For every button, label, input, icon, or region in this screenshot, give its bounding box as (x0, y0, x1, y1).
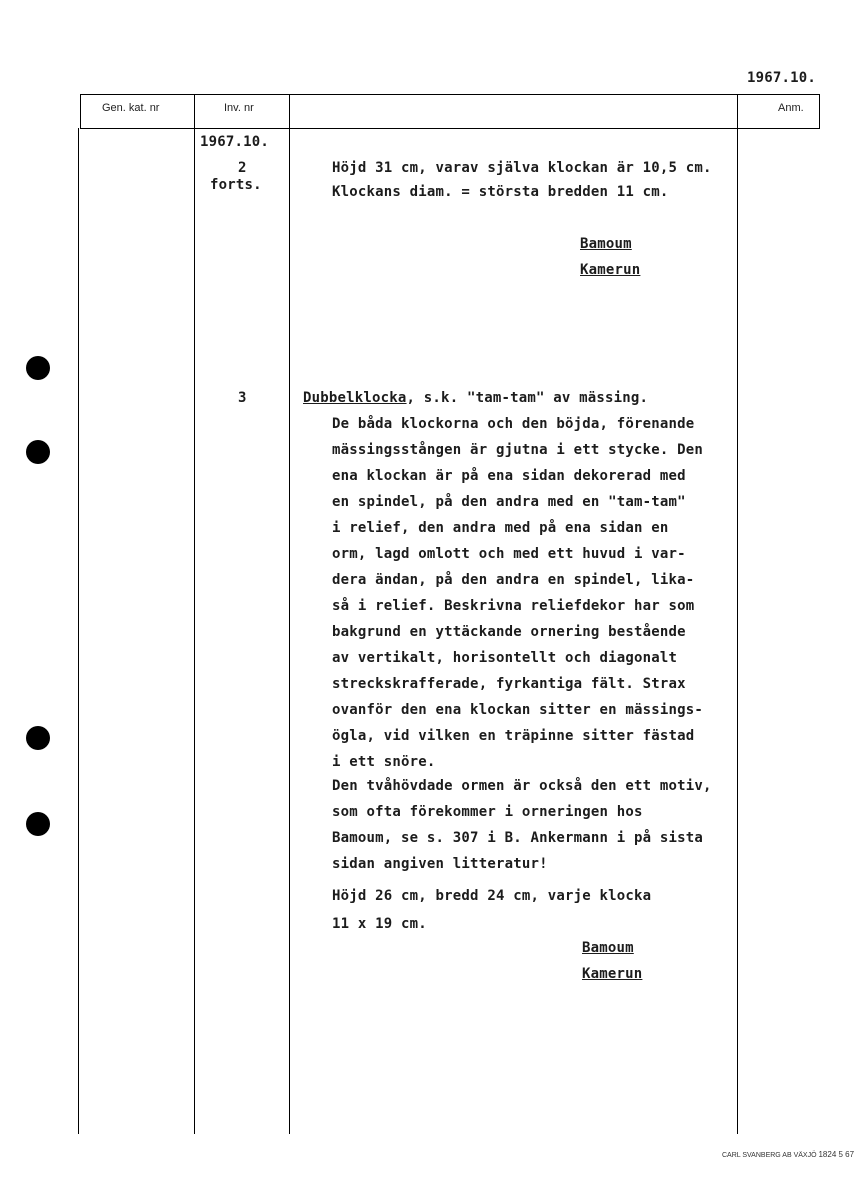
punch-hole (26, 440, 50, 464)
inv-year: 1967.10. (200, 134, 270, 150)
column-divider (194, 94, 195, 1134)
continued-label: forts. (210, 177, 262, 193)
entry-line: i relief, den andra med på ena sidan en (332, 520, 669, 536)
entry-line: Klockans diam. = största bredden 11 cm. (332, 184, 669, 200)
entry-line: så i relief. Beskrivna reliefdekor har som (332, 598, 695, 614)
entry-line: Den tvåhövdade ormen är också den ett motiv, (332, 778, 712, 794)
origin-country: Kamerun (580, 262, 641, 278)
entry-line: orm, lagd omlott och med ett huvud i var- (332, 546, 686, 562)
punch-hole (26, 812, 50, 836)
page-reference: 1967.10. (747, 70, 817, 86)
column-divider (737, 94, 738, 1134)
entry-title-rest: , s.k. "tam-tam" av mässing. (406, 390, 649, 406)
header-top-rule (80, 94, 820, 95)
entry-title: Dubbelklocka (303, 390, 407, 406)
printer-name: CARL SVANBERG AB VÄXJÖ (722, 1152, 817, 1159)
column-divider (819, 94, 820, 128)
entry-line: dera ändan, på den andra en spindel, lika- (332, 572, 695, 588)
form-code: 1824 5 67 (818, 1150, 855, 1159)
entry-line: ena klockan är på ena sidan dekorerad med (332, 468, 686, 484)
header-gen-kat: Gen. kat. nr (102, 102, 160, 114)
origin-people: Bamoum (580, 236, 632, 252)
entry-line: ovanför den ena klockan sitter en mässings- (332, 702, 704, 718)
entry-line: sidan angiven litteratur! (332, 856, 548, 872)
entry-line: Bamoum, se s. 307 i B. Ankermann i på sista (332, 830, 704, 846)
entry-line: bakgrund en yttäckande ornering bestående (332, 624, 686, 640)
entry-line: streckskrafferade, fyrkantiga fält. Strax (332, 676, 686, 692)
entry-line: 11 x 19 cm. (332, 916, 427, 932)
entry-title-line (303, 390, 648, 406)
entry-line: Höjd 26 cm, bredd 24 cm, varje klocka (332, 888, 652, 904)
punch-hole (26, 356, 50, 380)
entry-line: som ofta förekommer i orneringen hos (332, 804, 643, 820)
column-divider (80, 94, 81, 128)
entry-line: ögla, vid vilken en träpinne sitter fästad (332, 728, 695, 744)
inv-number: 2 (238, 160, 247, 176)
entry-line: av vertikalt, horisontellt och diagonalt (332, 650, 678, 666)
origin-people: Bamoum (582, 940, 634, 956)
entry-line: i ett snöre. (332, 754, 436, 770)
header-inv: Inv. nr (224, 102, 254, 114)
entry-line: De båda klockorna och den böjda, förenande (332, 416, 695, 432)
column-divider (289, 94, 290, 1134)
punch-hole (26, 726, 50, 750)
header-bottom-rule (80, 128, 820, 129)
printer-imprint (722, 1150, 854, 1159)
entry-line: Höjd 31 cm, varav själva klockan är 10,5 cm. (332, 160, 712, 176)
column-divider (78, 128, 79, 1134)
entry-line: en spindel, på den andra med en "tam-tam" (332, 494, 686, 510)
origin-country: Kamerun (582, 966, 643, 982)
entry-line: mässingsstången är gjutna i ett stycke. Den (332, 442, 704, 458)
inv-number: 3 (238, 390, 247, 406)
header-anm: Anm. (778, 102, 804, 114)
